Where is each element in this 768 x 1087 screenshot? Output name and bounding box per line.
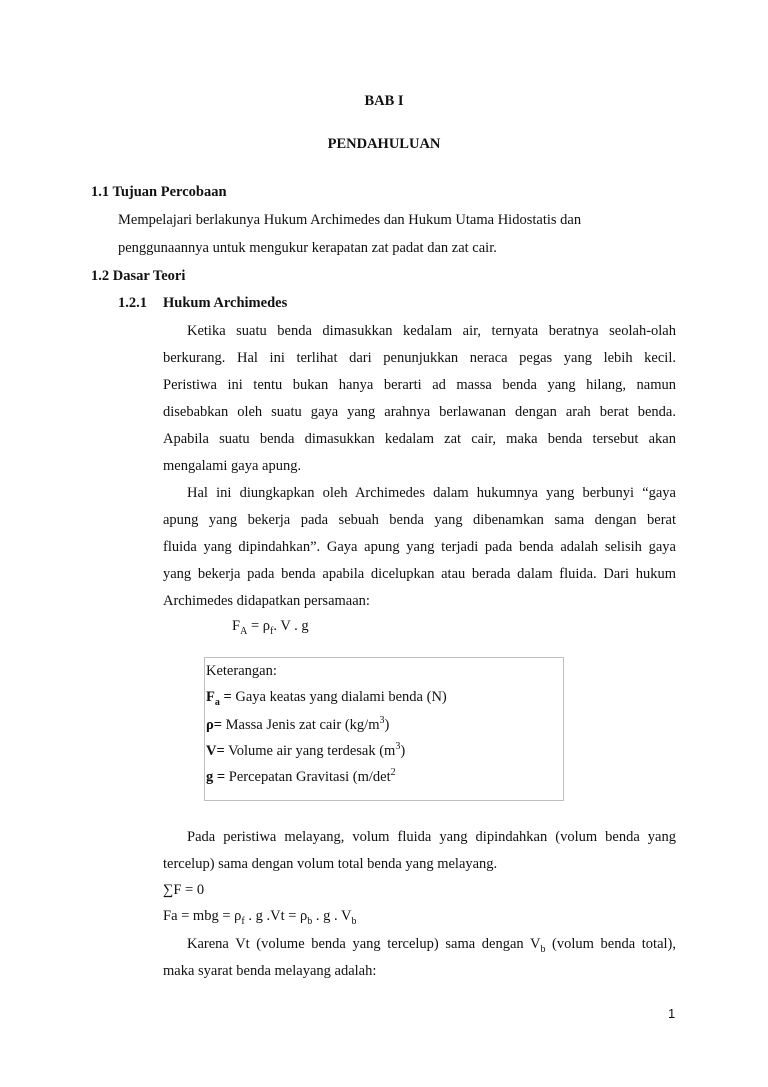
para2-line: apung yang bekerja pada sebuah benda yang dibenamkan sama dengan berat — [163, 512, 676, 528]
subsection-title: Hukum Archimedes — [163, 295, 288, 311]
keterangan-rho: ρ= Massa Jenis zat cair $(kg/m^3)$ — [206, 715, 390, 733]
section-heading-1-2: 1.2 Dasar Teori — [91, 268, 186, 284]
para1-line: Peristiwa ini tentu bukan hanya berarti ad massa benda yang hilang, namun — [163, 377, 676, 393]
para1-line: Ketika suatu benda dimasukkan kedalam air, ternyata beratnya seolah-olah — [187, 323, 676, 339]
section-1-1-line-2: penggunaannya untuk mengukur kerapatan zat padat dan zat cair. — [118, 240, 497, 256]
para1-line: berkurang. Hal ini terlihat dari penunjukkan neraca pegas yang lebih kecil. — [163, 350, 676, 366]
para4-line: Karena Vt (volume benda yang tercelup) sama dengan $V_b$ (volum benda total), — [187, 936, 676, 955]
para3-line: Pada peristiwa melayang, volum fluida yang dipindahkan (volum benda yang — [187, 829, 676, 845]
para2-line: Archimedes didapatkan persamaan: — [163, 593, 370, 609]
para4-line: maka syarat benda melayang adalah: — [163, 963, 377, 979]
para1-line: Apabila suatu benda dimasukkan kedalam zat cair, maka benda tersebut akan — [163, 431, 676, 447]
keterangan-v: V= Volume air yang terdesak $(m^3)$ — [206, 741, 406, 759]
equation-sum-force: ∑F = 0 — [163, 882, 205, 898]
page-number: 1 — [668, 1006, 676, 1021]
para2-line: yang bekerja pada benda apabila dicelupkan atau berada dalam fluida. Dari hukum — [163, 566, 676, 582]
keterangan-g: g = Percepatan Gravitasi ($m/\det^2$ — [206, 767, 396, 785]
para2-line: fluida yang dipindahkan”. Gaya apung yang terjadi pada benda adalah selisih gaya — [163, 539, 676, 555]
para3-line: tercelup) sama dengan volum total benda yang melayang. — [163, 856, 498, 872]
chapter-title: PENDAHULUAN — [327, 136, 441, 152]
section-1-1-line-1: Mempelajari berlakunya Hukum Archimedes dan Hukum Utama Hidostatis dan — [118, 212, 582, 228]
para2-line: Hal ini diungkapkan oleh Archimedes dalam hukumnya yang berbunyi “gaya — [187, 485, 676, 501]
archimedes-formula: $F_A = \rho_f$. V . g — [232, 618, 309, 637]
para1-line: disebabkan oleh suatu gaya yang arahnya berlawanan dengan arah berat benda. — [163, 404, 676, 420]
chapter-number: BAB I — [364, 93, 404, 109]
section-heading-1-1: 1.1 Tujuan Percobaan — [91, 184, 227, 200]
keterangan-fa: $F_a$ = Gaya keatas yang dialami benda (N) — [206, 689, 447, 708]
keterangan-title: Keterangan: — [206, 663, 277, 679]
para1-line: mengalami gaya apung. — [163, 458, 302, 474]
subsection-number: 1.2.1 — [118, 295, 147, 311]
equation-buoyant-force: Fa = mbg = $\rho_f$ . g $.Vt = \rho_b$ . g . $V_b$ — [163, 908, 357, 927]
